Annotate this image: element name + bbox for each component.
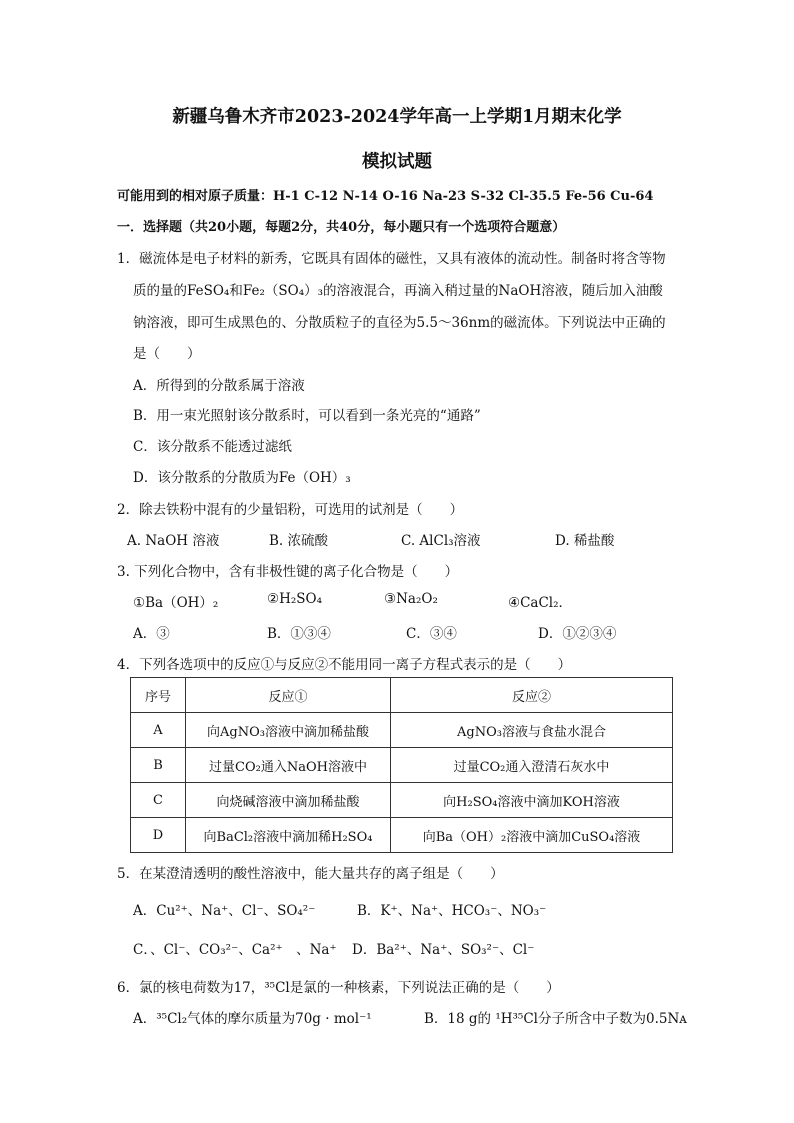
- row-index: B: [131, 748, 186, 783]
- q6-stem: 6．氯的核电荷数为17，³⁵Cl是氯的一种核素，下列说法正确的是（ ）: [117, 980, 560, 996]
- header-reaction-2: 反应②: [391, 678, 673, 713]
- q1-stem-line3: 钠溶液，即可生成黑色的、分散质粒子的直径为5.5～36nm的磁流体。下列说法中正确的: [133, 315, 666, 331]
- q3-option-b: B．①③④: [267, 626, 331, 642]
- row-reaction-1: 向烧碱溶液中滴加稀盐酸: [186, 783, 391, 818]
- q5-stem: 5．在某澄清透明的酸性溶液中，能大量共存的离子组是（ ）: [117, 866, 504, 882]
- table-row: [131, 748, 673, 783]
- q2-stem: 2．除去铁粉中混有的少量铝粉，可选用的试剂是（ ）: [117, 502, 464, 518]
- atomic-masses: 可能用到的相对原子质量：H-1 C-12 N-14 O-16 Na-23 S-32 Cl-35.5 Fe-56 Cu-64: [117, 189, 654, 204]
- document-title-line2: 模拟试题: [362, 152, 432, 172]
- q3-item-2: ②H₂SO₄: [267, 591, 323, 607]
- q3-item-3: ③Na₂O₂: [384, 591, 438, 607]
- q5-option-b: B．K⁺、Na⁺、HCO₃⁻、NO₃⁻: [357, 903, 547, 919]
- q4-reaction-table: [130, 677, 673, 853]
- q6-option-a: A．³⁵Cl₂气体的摩尔质量为70g · mol⁻¹: [133, 1011, 372, 1027]
- q1-stem-line4: 是（ ）: [133, 346, 201, 362]
- q3-item-1: ①Ba（OH）₂: [133, 595, 219, 611]
- q1-option-d: D．该分散系的分散质为Fe（OH）₃: [133, 470, 351, 486]
- q1-option-b: B．用一束光照射该分散系时，可以看到一条光亮的“通路”: [133, 408, 481, 424]
- q1-option-c: C．该分散系不能透过滤纸: [133, 439, 292, 455]
- q2-option-c: C. AlCl₃溶液: [401, 533, 481, 549]
- row-reaction-2: 向H₂SO₄溶液中滴加KOH溶液: [391, 783, 673, 818]
- table-row: [131, 783, 673, 818]
- header-reaction-1: 反应①: [186, 678, 391, 713]
- q3-option-d: D．①②③④: [538, 626, 617, 642]
- row-reaction-2: 过量CO₂通入澄清石灰水中: [391, 748, 673, 783]
- q6-option-b: B．18 g的 ¹H³⁵Cl分子所含中子数为0.5Nᴀ: [424, 1011, 687, 1027]
- q3-item-4: ④CaCl₂．: [508, 595, 573, 611]
- q2-option-d: D. 稀盐酸: [555, 533, 615, 549]
- table-row: [131, 818, 673, 853]
- q1-stem-line2: 质的量的FeSO₄和Fe₂（SO₄）₃的溶液混合，再滴入稍过量的NaOH溶液，随后加入油酸: [133, 283, 663, 299]
- row-reaction-2: AgNO₃溶液与食盐水混合: [391, 713, 673, 748]
- row-index: D: [131, 818, 186, 853]
- row-reaction-1: 向BaCl₂溶液中滴加稀H₂SO₄: [186, 818, 391, 853]
- row-reaction-1: 向AgNO₃溶液中滴加稀盐酸: [186, 713, 391, 748]
- header-index: 序号: [131, 678, 186, 713]
- table-row: [131, 713, 673, 748]
- q3-option-a: A．③: [133, 626, 170, 642]
- q2-option-a: A. NaOH 溶液: [127, 533, 220, 549]
- row-reaction-2: 向Ba（OH）₂溶液中滴加CuSO₄溶液: [391, 818, 673, 853]
- document-title-line1: 新疆乌鲁木齐市2023-2024学年高一上学期1月期末化学: [172, 107, 622, 127]
- q1-stem-line1: 1．磁流体是电子材料的新秀，它既具有固体的磁性，又具有液体的流动性。制备时将含等物: [117, 251, 666, 267]
- row-reaction-1: 过量CO₂通入NaOH溶液中: [186, 748, 391, 783]
- q3-stem: 3. 下列化合物中，含有非极性键的离子化合物是（ ）: [117, 564, 459, 580]
- q4-stem: 4．下列各选项中的反应①与反应②不能用同一离子方程式表示的是（ ）: [117, 657, 572, 673]
- table-header-row: [131, 678, 673, 713]
- q1-option-a: A．所得到的分散系属于溶液: [133, 378, 305, 394]
- q3-option-c: C．③④: [406, 626, 457, 642]
- q5-option-c: C．、Cl⁻、CO₃²⁻、Ca²⁺ 、Na⁺: [133, 942, 337, 958]
- q2-option-b: B. 浓硫酸: [269, 533, 329, 549]
- row-index: C: [131, 783, 186, 818]
- section1-header: 一．选择题（共20小题，每题2分，共40分，每小题只有一个选项符合题意）: [117, 220, 566, 235]
- q5-option-a: A．Cu²⁺、Na⁺、Cl⁻、SO₄²⁻: [133, 903, 316, 919]
- q5-option-d: D．Ba²⁺、Na⁺、SO₃²⁻、Cl⁻: [352, 942, 535, 958]
- row-index: A: [131, 713, 186, 748]
